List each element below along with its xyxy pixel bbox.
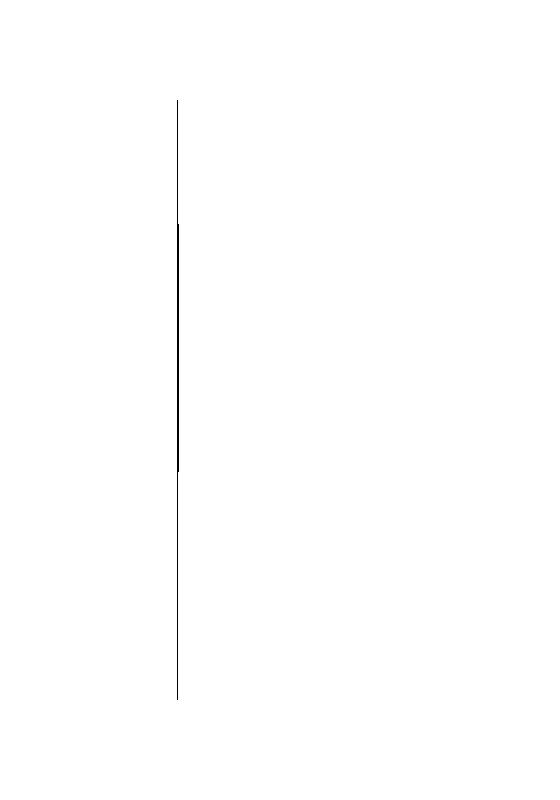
header-ratio	[178, 576, 179, 700]
document-page	[150, 100, 410, 700]
header-y	[178, 348, 179, 472]
table-caption	[150, 100, 174, 700]
header-sludge-age	[178, 100, 179, 224]
header-ss-influent	[178, 524, 179, 576]
data-table	[177, 100, 179, 700]
header-kd	[178, 224, 179, 348]
header-primary-settling	[178, 472, 179, 524]
